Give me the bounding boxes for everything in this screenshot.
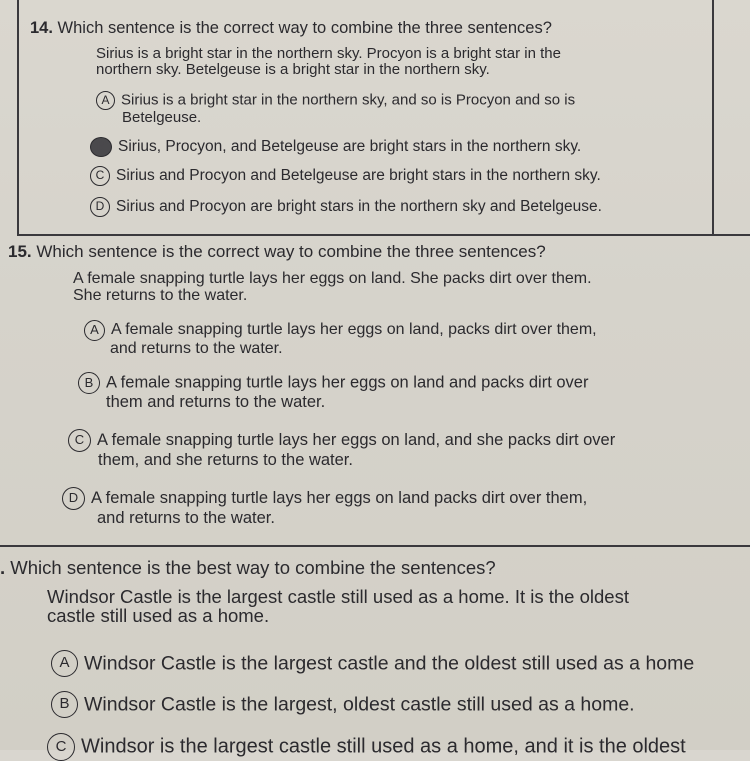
q16-prompt bbox=[47, 587, 629, 626]
q15-option-a-line1: A female snapping turtle lays her eggs on land, packs dirt over them, bbox=[111, 321, 597, 339]
q14-option-a[interactable] bbox=[96, 91, 575, 126]
q14-option-c[interactable] bbox=[90, 166, 601, 186]
q15-option-d-line2: and returns to the water. bbox=[97, 509, 275, 527]
q15-option-c-line1: A female snapping turtle lays her eggs on land, and she packs dirt over bbox=[97, 430, 616, 449]
q15-title-text: Which sentence is the correct way to combine the three sentences? bbox=[36, 242, 546, 261]
q14-title-text: Which sentence is the correct way to combine the three sentences? bbox=[57, 19, 552, 37]
q15-prompt bbox=[73, 271, 592, 305]
q15-option-a-line2: and returns to the water. bbox=[110, 340, 283, 357]
q16-option-a-line1: Windsor Castle is the largest castle and the oldest still used as a home bbox=[84, 652, 695, 675]
q15-option-a[interactable] bbox=[84, 320, 597, 358]
q14-option-a-line1: Sirius is a bright star in the northern sky, and so is Procyon and so is bbox=[121, 91, 576, 109]
q15-bubble-d[interactable]: D bbox=[62, 487, 85, 510]
q16-option-c-line1: Windsor is the largest castle still used as a home, and it is the oldest bbox=[81, 735, 686, 758]
q14-option-b-line1: Sirius, Procyon, and Betelgeuse are bright stars in the northern sky. bbox=[118, 137, 582, 155]
q15-bottom-rule bbox=[0, 545, 750, 547]
q15-bubble-c[interactable]: C bbox=[68, 429, 91, 452]
q14-option-a-line2: Betelgeuse. bbox=[122, 109, 202, 126]
q15-title bbox=[8, 242, 546, 262]
q16-option-b[interactable] bbox=[51, 691, 635, 718]
q14-prompt-line2: northern sky. Betelgeuse is a bright star in the northern sky. bbox=[96, 60, 490, 78]
q14-bubble-a[interactable]: A bbox=[96, 91, 115, 110]
q16-option-b-line1: Windsor Castle is the largest, oldest castle still used as a home. bbox=[84, 693, 635, 716]
q14-prompt bbox=[96, 46, 561, 78]
q14-bubble-b-filled[interactable]: B bbox=[90, 137, 112, 157]
q14-title bbox=[30, 19, 552, 38]
q15-prompt-line1: A female snapping turtle lays her eggs on land. She packs dirt over them. bbox=[73, 270, 592, 287]
q16-title-text: Which sentence is the best way to combine the sentences? bbox=[10, 557, 496, 578]
q15-option-d-line1: A female snapping turtle lays her eggs on land packs dirt over them, bbox=[91, 488, 588, 507]
q16-prompt-line1: Windsor Castle is the largest castle still used as a home. It is the oldest bbox=[47, 586, 629, 607]
q16-number: . bbox=[0, 557, 6, 578]
q15-bubble-a[interactable]: A bbox=[84, 320, 105, 341]
q15-option-c-line2: them, and she returns to the water. bbox=[98, 451, 353, 469]
q14-right-border bbox=[712, 0, 714, 236]
q16-bubble-a[interactable]: A bbox=[51, 650, 78, 677]
q14-option-d-line1: Sirius and Procyon are bright stars in the northern sky and Betelgeuse. bbox=[116, 197, 602, 215]
q14-option-c-line1: Sirius and Procyon and Betelgeuse are bright stars in the northern sky. bbox=[116, 166, 601, 184]
q14-option-b[interactable] bbox=[90, 137, 581, 157]
q16-bubble-b[interactable]: B bbox=[51, 691, 78, 718]
q16-prompt-line2: castle still used as a home. bbox=[47, 605, 270, 627]
q16-option-a[interactable] bbox=[51, 650, 694, 677]
q16-bubble-c[interactable]: C bbox=[47, 733, 75, 761]
q15-option-b-line1: A female snapping turtle lays her eggs on land and packs dirt over bbox=[106, 373, 589, 392]
q15-option-d[interactable] bbox=[62, 487, 587, 527]
q15-option-b[interactable] bbox=[78, 372, 588, 411]
q14-bubble-d[interactable]: D bbox=[90, 197, 110, 217]
q14-left-border bbox=[17, 0, 19, 236]
q15-prompt-line2: She returns to the water. bbox=[73, 286, 248, 304]
q15-number: 15. bbox=[8, 242, 32, 261]
q16-title bbox=[0, 557, 496, 579]
q14-prompt-line1: Sirius is a bright star in the northern sky. Procyon is a bright star in the bbox=[96, 45, 561, 62]
q14-option-d[interactable] bbox=[90, 197, 602, 217]
q14-bubble-c[interactable]: C bbox=[90, 166, 110, 186]
q14-bottom-rule bbox=[17, 234, 750, 236]
q15-bubble-b[interactable]: B bbox=[78, 372, 100, 394]
q15-option-c[interactable] bbox=[68, 429, 615, 469]
q16-option-c[interactable] bbox=[47, 733, 686, 761]
q14-number: 14. bbox=[30, 19, 53, 37]
q15-option-b-line2: them and returns to the water. bbox=[106, 393, 326, 411]
